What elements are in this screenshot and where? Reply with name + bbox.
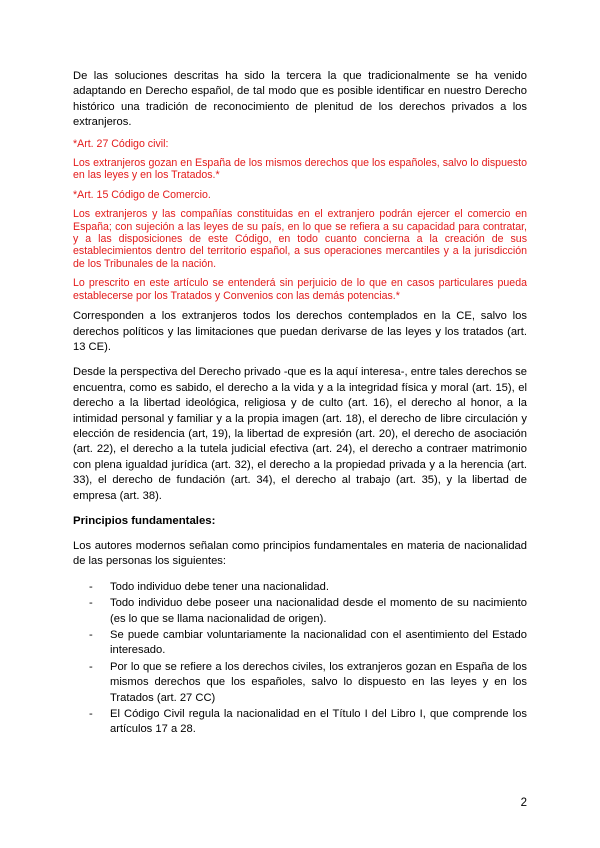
document-page — [73, 69, 527, 739]
list-dash: - — [89, 660, 93, 673]
list-item: - El Código Civil regula la nacionalidad en el Título I del Libro I, que comprende los artículos 17 a 28. — [89, 708, 527, 736]
principios-heading: Principios fundamentales: — [73, 514, 216, 527]
art27-quote — [73, 138, 527, 302]
principles-list — [73, 580, 527, 738]
list-item: - Por lo que se refiere a los derechos civiles, los extranjeros gozan en España de los mismos derechos que los españoles, salvo lo dispuesto en las leyes y en los Tratados (art. 27 CC) — [89, 660, 527, 704]
derecho-privado-paragraph: Desde la perspectiva del Derecho privado -que es la aquí interesa-, entre tales derechos se encuentra, como es sabido, el derecho a la vida y a la integridad física y moral (art. 15), el derecho a la libertad ideológica, religiosa y de culto (art. 16), el derecho al honor, a la intimidad personal y familiar y a la propia imagen (art. 18), el derecho de libre circulación y elección de residencia (art, 19), la libertad de expresión (art. 20), el derecho de asociación (art. 22), el derecho a la tutela judicial efectiva (art. 24), el derecho a contraer matrimonio con plena igualdad jurídica (art. 32), el derecho a la propiedad privada y a la herencia (art. 33), el derecho de fundación (art. 34), el derecho al trabajo (art. 35), y la libertad de empresa (art. 38). — [73, 366, 527, 502]
art15-text-2: Lo prescrito en este artículo se entenderá sin perjuicio de lo que en casos particulares pueda establecerse por los Tratados y Convenios con las demás potencias.* — [73, 277, 527, 302]
art27-text: Los extranjeros gozan en España de los mismos derechos que los españoles, salvo lo dispuesto en las leyes y en los Tratados.* — [73, 157, 527, 182]
page-number: 2 — [520, 797, 527, 809]
list-item: - Todo individuo debe poseer una nacionalidad desde el momento de su nacimiento (es lo que se llama nacionalidad de origen). — [89, 597, 527, 625]
intro-paragraph: De las soluciones descritas ha sido la tercera la que tradicionalmente se ha venido adaptando en Derecho español, de tal modo que es posible identificar en nuestro Derecho histórico una tradición de reconocimiento de plenitud de los derechos privados a los extranjeros. — [73, 70, 527, 129]
list-dash: - — [89, 580, 93, 593]
art15-text-1: Los extranjeros y las compañías constituidas en el extranjero podrán ejercer el comercio en España; con sujeción a las leyes de su país, en lo que se refiera a su capacidad para contratar, y a las disposiciones de este Código, en todo cuanto concierna a la creación de sus establecimientos dentro del territorio español, a sus operaciones mercantiles y a la jurisdicción de los Tribunales de la nación. — [73, 208, 527, 270]
list-item: - Se puede cambiar voluntariamente la nacionalidad con el asentimiento del Estado interesado. — [89, 629, 527, 657]
art27-heading: *Art. 27 Código civil: — [73, 137, 169, 150]
list-dash: - — [89, 597, 93, 610]
list-item: - Todo individuo debe tener una nacionalidad. — [73, 580, 527, 595]
list-dash: - — [89, 708, 93, 721]
derechos-ce-paragraph: Corresponden a los extranjeros todos los derechos contemplados en la CE, salvo los derechos políticos y las limitaciones que puedan derivarse de las leyes y los tratados (art. 13 CE). — [73, 310, 527, 353]
art15-heading: *Art. 15 Código de Comercio. — [73, 188, 211, 201]
principios-intro: Los autores modernos señalan como principios fundamentales en materia de nacionalidad de las personas los siguientes: — [73, 539, 527, 568]
list-dash: - — [89, 629, 93, 641]
